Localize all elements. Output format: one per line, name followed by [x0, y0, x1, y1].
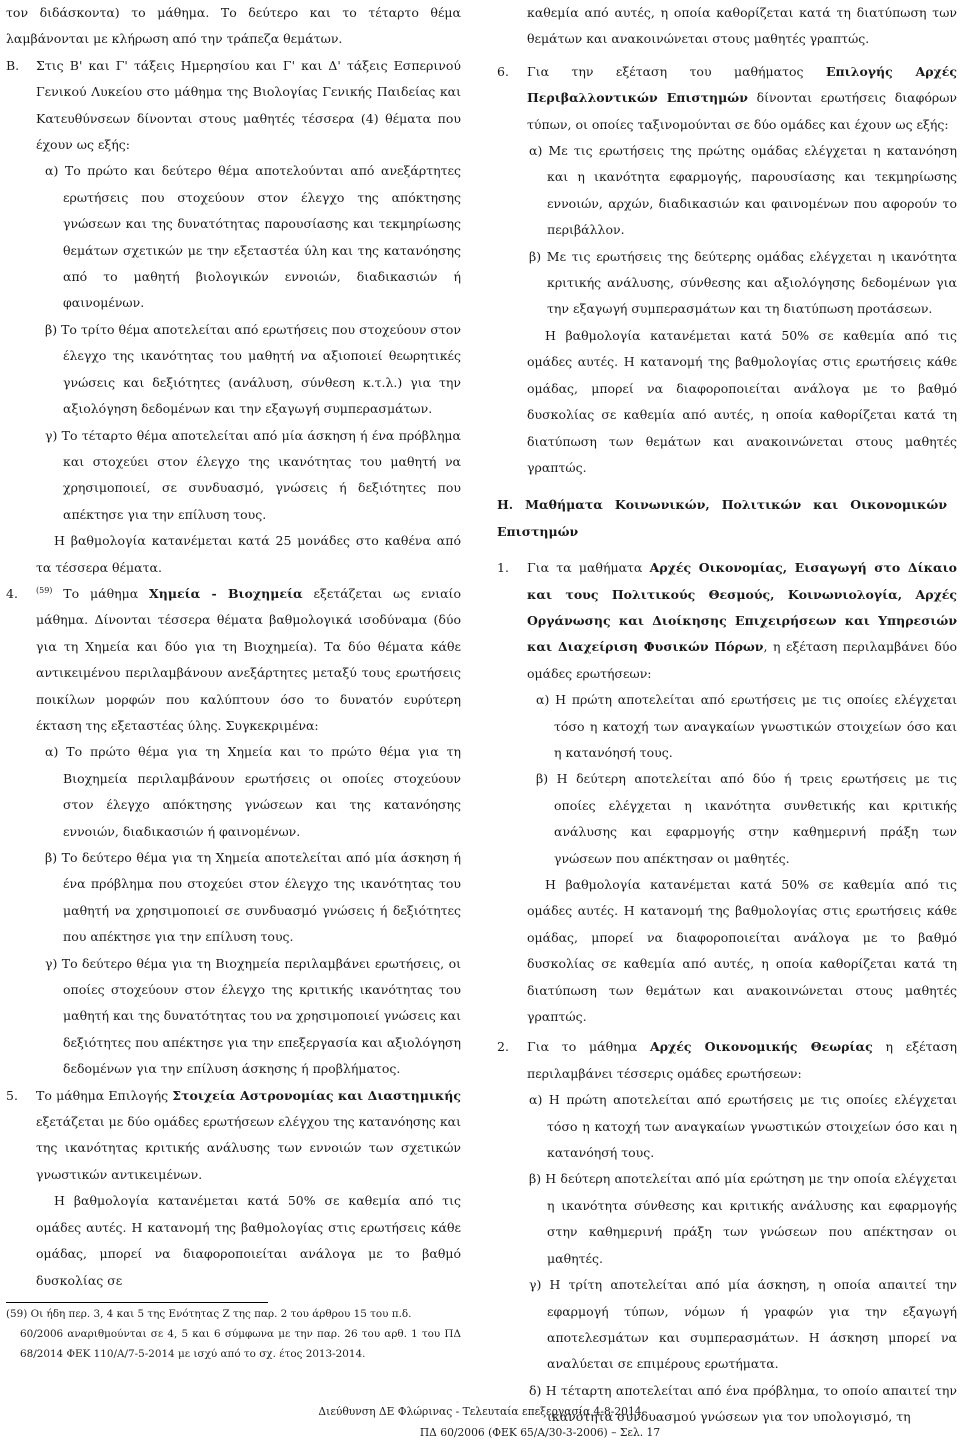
section-h-item-2-c: γ) Η τρίτη αποτελείται από μία άσκηση, η οποία απαιτεί την εφαρμογή τύπων, νόμων ή γραφών για την εξαγωγή αποτελεσμάτων και συμπερασμάτων. Η άσκηση μπορεί να αναλύεται σε επιμέρους ερωτήματα. — [529, 1277, 957, 1372]
section-h-item-1-subjects: Αρχές Οικονομίας, Εισαγωγή στο Δίκαιο και τους Πολιτικούς Θεσμούς, Κοινωνιολογία, Αρχές Οργάνωσης και Διοίκησης Επιχειρήσεων και Υπηρεσιών και Διαχείριση Φυσικών Πόρων — [527, 560, 957, 655]
left-column — [6, 0, 461, 1294]
section-h-item-2 — [497, 1034, 957, 1087]
section-b-text: Στις Β' και Γ' τάξεις Ημερησίου και Γ' και Δ' τάξεις Εσπερινού Γενικού Λυκείου στο μάθημα της Βιολογίας Γενικής Παιδείας και Κατευθύνσεων δίνονται στους μαθητές τέσσερα (4) θέματα που έχουν ως εξής: — [36, 57, 461, 153]
item-6-b: β) Με τις ερωτήσεις της δεύτερης ομάδας ελέγχεται η ικανότητα κριτικής ανάλυσης, σύνθεσης και αξιολόγησης δεδομένων για την εξαγωγή συμπερασμάτων και τη διατύπωση προτάσεων. — [529, 248, 957, 317]
section-b-item-a: α) Το πρώτο και δεύτερο θέμα αποτελούνται από ανεξάρτητες ερωτήσεις που στοχεύουν στον έλεγχο της απόκτησης γνώσεων και της δυνατότητας παρουσίασης και τεκμηρίωσης θεμάτων σχετικών με την εξεταστέα ύλη και της κατανόησης από το μαθητή βιολογικών εννοιών, διαδικασιών ή φαινομένων. — [45, 163, 461, 311]
item-4-text — [36, 581, 461, 739]
section-h-item-2-text-start: Για το μάθημα — [527, 1039, 650, 1055]
item-6-number: 6. — [497, 63, 509, 79]
item-4-text-start: Το μάθημα — [52, 585, 150, 601]
section-h-heading: Η. Μαθήματα Κοινωνικών, Πολιτικών και Οικονομικών Επιστημών — [497, 497, 947, 539]
footnote-line-2: 60/2006 αναριθμούνται σε 4, 5 και 6 σύμφωνα με την παρ. 26 του αρθ. 1 του ΠΔ 68/2014 ΦΕΚ 110/Α/7-5-2014 με ισχύ από το σχ. έτος 2013-2014. — [20, 1328, 461, 1360]
section-h-item-2-text — [527, 1034, 957, 1087]
item-4-b: β) Το δεύτερο θέμα για τη Χημεία αποτελείται από μία άσκηση ή ένα πρόβλημα που στοχεύει στον έλεγχο της ικανότητας του μαθητή να χρησιμοποιεί σε συνδυασμό γνώσεις ή δεξιότητες που απέκτησε για την επίλυση τους. — [45, 850, 461, 945]
item-5 — [6, 1083, 461, 1189]
item-5-subject: Στοιχεία Αστρονομίας και Διαστημικής — [172, 1087, 461, 1103]
item-4-c: γ) Το δεύτερο θέμα για τη Βιοχημεία περιλαμβάνει ερωτήσεις, οι οποίες στοχεύουν στον έλεγχο της κριτικής ικανότητας του μαθητή και της δυνατότητας του να χρησιμοποιεί γνώσεις και δεξιότητες που απέκτησε για την επεξεργασία και αξιολόγηση δεδομένων για την επίλυση άσκησης ή προβλήματος. — [45, 955, 461, 1077]
footer-source: Διεύθυνση ΔΕ Φλώρινας - Τελευταία επεξεργασία 4-8-2014 — [318, 1405, 642, 1418]
item-5-text-end: εξετάζεται με δύο ομάδες ερωτήσεων ελέγχου της κατανόησης και της ικανότητας κριτικής ανάλυσης των εννοιών των σχετικών γνωστικών αντικειμένων. — [36, 1114, 461, 1182]
section-b — [6, 53, 461, 159]
section-h-item-1-number: 1. — [497, 560, 509, 576]
item-6-a: α) Με τις ερωτήσεις της πρώτης ομάδας ελέγχεται η κατανόηση και η ικανότητα εφαρμογής, παρουσίασης και τεκμηρίωσης εννοιών, αρχών, διαδικασιών και φαινομένων που αφορούν το περιβάλλον. — [529, 143, 957, 238]
section-h-item-1-text-end: , η εξέταση περιλαμβάνει δύο ομάδες ερωτήσεων: — [527, 639, 957, 681]
footnote-divider — [6, 1302, 268, 1303]
section-h-item-1-text — [527, 555, 957, 687]
footer-page-text: ΠΔ 60/2006 (ΦΕΚ 65/Α/30-3-2006) – Σελ. 17 — [419, 1426, 661, 1439]
item-6 — [497, 59, 957, 138]
item-6-text — [527, 59, 957, 138]
spacer — [497, 545, 957, 555]
item-4 — [6, 581, 461, 739]
section-b-item-b: β) Το τρίτο θέμα αποτελείται από ερωτήσεις που στοχεύουν στον έλεγχο της ικανότητας του μαθητή να αξιοποιεί θεωρητικές γνώσεις και δεξιότητες (ανάλυση, σύνθεση κ.τ.λ.) για την αξιολόγηση δεδομένων και την εξαγωγή συμπερασμάτων. — [45, 321, 461, 417]
item-5-grading: Η βαθμολογία κατανέμεται κατά 50% σε καθεμία από τις ομάδες αυτές. Η κατανομή της βαθμολογίας στις ερωτήσεις κάθε ομάδας, μπορεί να διαφοροποιείται ανάλογα με το βαθμό δυσκολίας σε — [36, 1193, 461, 1288]
section-h-item-2-b: β) Η δεύτερη αποτελείται από μία ερώτηση με την οποία ελέγχεται η ικανότητα σύνθεσης και κριτικής ανάλυσης και εφαρμογής στην καθημερινή πράξη των γνώσεων που απέκτησαν οι μαθητές. — [529, 1171, 957, 1266]
footnote-line-1: (59) Οι ήδη περ. 3, 4 και 5 της Ενότητας Ζ της παρ. 2 του άρθρου 15 του π.δ. — [6, 1308, 412, 1320]
section-b-grading: Η βαθμολογία κατανέμεται κατά 25 μονάδες στο καθένα από τα τέσσερα θέματα. — [36, 533, 461, 575]
section-h-item-2-subject: Αρχές Οικονομικής Θεωρίας — [650, 1039, 873, 1055]
item-6-text-start: Για την εξέταση του μαθήματος — [527, 63, 826, 79]
section-b-item-c: γ) Το τέταρτο θέμα αποτελείται από μία άσκηση ή ένα πρόβλημα και στοχεύει στον έλεγχο της ικανότητας του μαθητή να χρησιμοποιεί, σε συνδυασμό, γνώσεις ή δεξιότητες που απέκτησε για την επίλυση τους. — [45, 427, 461, 522]
item-4-subject: Χημεία - Βιοχημεία — [149, 585, 303, 601]
item-5-text-start: Το μάθημα Επιλογής — [36, 1087, 173, 1103]
item-6-subject: Επιλογής Αρχές Περιβαλλοντικών Επιστημών — [527, 63, 957, 106]
right-column — [497, 0, 957, 1431]
item-4-a: α) Το πρώτο θέμα για τη Χημεία και το πρώτο θέμα για τη Βιοχημεία περιλαμβάνουν ερωτήσεις οι οποίες στοχεύουν στον έλεγχο απόκτησης γνώσεων και της κατανόησης εννοιών, διαδικασιών ή φαινομένων. — [45, 744, 461, 839]
section-b-label: Β. — [6, 57, 20, 73]
section-h-item-2-a: α) Η πρώτη αποτελείται από ερωτήσεις με τις οποίες ελέγχεται τόσο η κατοχή των αναγκαίων γνωστικών στοιχείων όσο και η κατανόησή τους. — [529, 1092, 957, 1161]
item-5-number: 5. — [6, 1087, 18, 1103]
section-h-item-2-d: δ) Η τέταρτη αποτελείται από ένα πρόβλημα, το οποίο απαιτεί την ικανότητα συνδυασμού γνώσεων για τον υπολογισμό, τη — [529, 1382, 957, 1425]
section-h-item-1-a: α) Η πρώτη αποτελείται από ερωτήσεις με τις οποίες ελέγχεται τόσο η κατοχή των αναγκαίων γνωστικών στοιχείων όσο και η κατανόησή τους. — [536, 692, 957, 760]
footnote-ref: (59) — [36, 585, 53, 595]
intro-paragraph: τον διδάσκοντα) το μάθημα. Το δεύτερο και το τέταρτο θέμα λαμβάνονται με κλήρωση από την τράπεζα θεμάτων. — [6, 5, 461, 47]
footnote — [6, 1304, 461, 1364]
item-6-grading: Η βαθμολογία κατανέμεται κατά 50% σε καθεμία από τις ομάδες αυτές. Η κατανομή της βαθμολογίας στις ερωτήσεις κάθε ομάδας, μπορεί να διαφοροποιείται ανάλογα με το βαθμό δυσκολίας σε καθεμία από αυτές, η οποία καθορίζεται κατά τη διατύπωση των θεμάτων και ανακοινώνεται στους μαθητές γραπτώς. — [527, 327, 957, 475]
section-h-item-1-text-start: Για τα μαθήματα — [527, 560, 650, 576]
item-4-number: 4. — [6, 585, 18, 601]
section-h-item-2-text-end: η εξέταση περιλαμβάνει τέσσερις ομάδες ερωτήσεων: — [527, 1039, 957, 1081]
continued-text: καθεμία από αυτές, η οποία καθορίζεται κατά τη διατύπωση των θεμάτων και ανακοινώνεται στους μαθητές γραπτώς. — [527, 5, 957, 47]
section-h-item-1-grading: Η βαθμολογία κατανέμεται κατά 50% σε καθεμία από τις ομάδες αυτές. Η κατανομή της βαθμολογίας στις ερωτήσεις κάθε ομάδας, μπορεί να διαφοροποιείται ανάλογα με το βαθμό δυσκολίας σε καθεμία από αυτές, η οποία καθορίζεται κατά τη διατύπωση των θεμάτων και ανακοινώνεται στους μαθητές γραπτώς. — [527, 877, 957, 1025]
section-h-item-1 — [497, 555, 957, 687]
section-h-item-2-number: 2. — [497, 1039, 509, 1055]
section-h-item-1-b: β) Η δεύτερη αποτελείται από δύο ή τρεις ερωτήσεις με τις οποίες ελέγχεται η ικανότητα συνθετικής και κριτικής ανάλυσης και εφαρμογής στην καθημερινή πράξη των γνώσεων που απέκτησαν οι μαθητές. — [536, 771, 957, 866]
item-5-text — [36, 1083, 461, 1189]
item-4-text-end: εξετάζεται ως ενιαίο μάθημα. Δίνονται τέσσερα θέματα βαθμολογικά ισοδύναμα (δύο για τη Χημεία και δύο για τη Βιοχημεία). Τα δύο θέματα κάθε αντικειμένου περιλαμβάνουν ανεξάρτητες μεταξύ τους ερωτήσεις ποικίλων μορφών που καλύπτουν όσο το δυνατόν ευρύτερη έκταση της εξεταστέας ύλης. Συγκεκριμένα: — [36, 585, 461, 733]
item-6-text-end: δίνονται ερωτήσεις διαφόρων τύπων, οι οποίες ταξινομούνται σε δύο ομάδες και έχουν ως εξής: — [527, 90, 957, 132]
footer-page-info — [0, 1426, 960, 1439]
